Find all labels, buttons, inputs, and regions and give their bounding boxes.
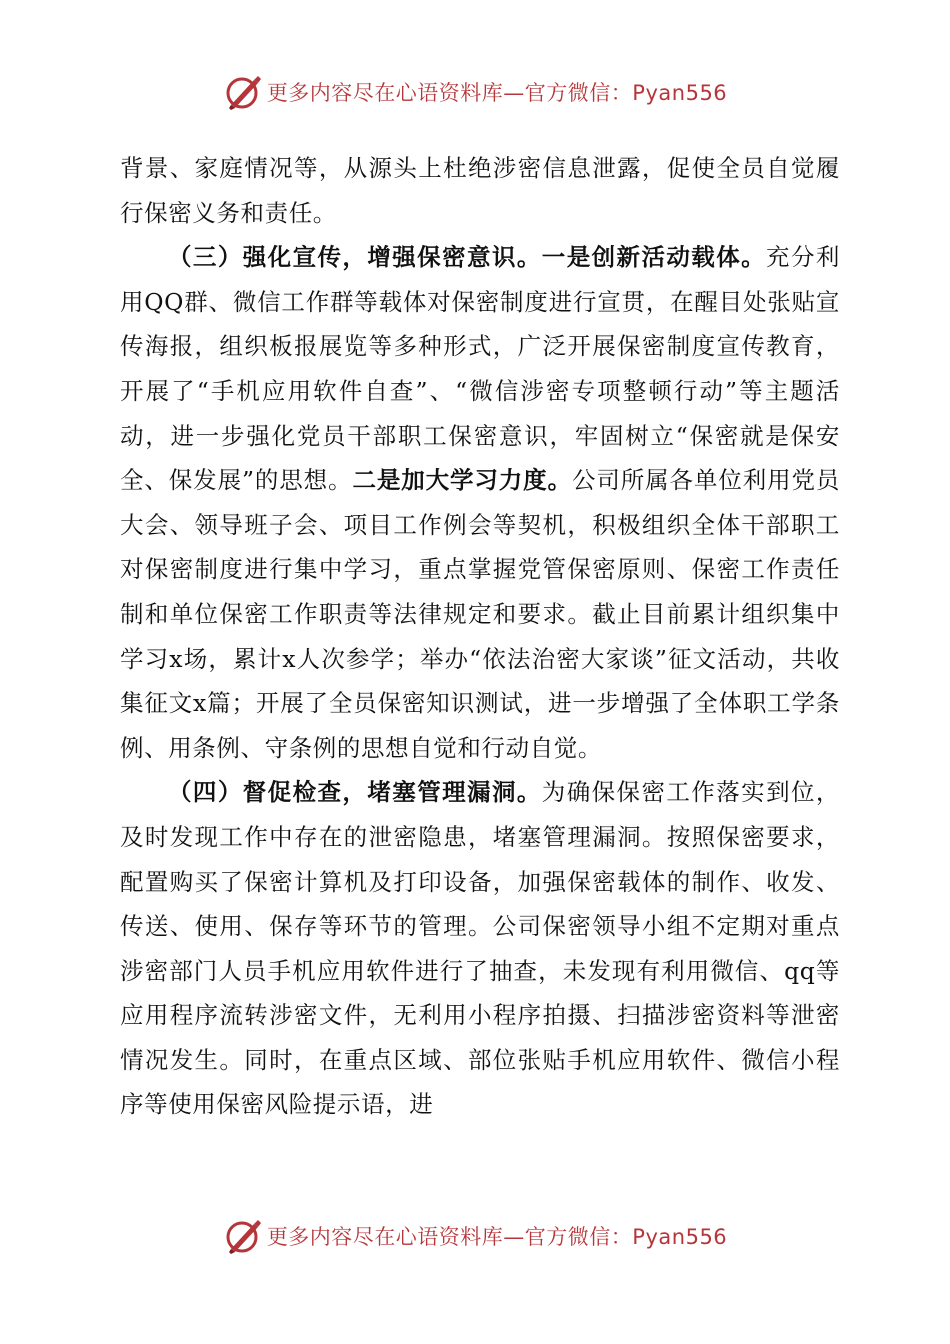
text-run: 充分利用QQ群、微信工作群等载体对保密制度进行宣贯，在醒目处张贴宣传海报，组织板报展览等多种形式，广泛开展保密制度宣传教育，开展了“手机应用软件自查”、“微信涉密专项整顿行动”等主题活动，进一步强化党员干部职工保密意识，牢固树立“保密就是保安全、保发展”的思想。 — [120, 243, 840, 495]
header-watermark-banner — [0, 68, 950, 116]
pen-circle-logo-icon — [223, 1216, 263, 1256]
paragraph-3 — [120, 770, 840, 1127]
footer-watermark-text: 更多内容尽在心语资料库—官方微信：Pyan556 — [266, 1225, 728, 1249]
pen-circle-logo-icon — [223, 72, 263, 112]
section-heading-3: （三）强化宣传，增强保密意识。一是创新活动载体。 — [168, 243, 767, 272]
document-body — [120, 146, 840, 1127]
text-run: 背景、家庭情况等，从源头上杜绝涉密信息泄露，促使全员自觉履行保密义务和责任。 — [120, 154, 840, 227]
paragraph-2 — [120, 235, 840, 770]
subheading-study: 二是加大学习力度。 — [352, 466, 572, 495]
header-watermark-text: 更多内容尽在心语资料库—官方微信：Pyan556 — [266, 81, 728, 105]
text-run: 公司所属各单位利用党员大会、领导班子会、项目工作例会等契机，积极组织全体干部职工对保密制度进行集中学习，重点掌握党管保密原则、保密工作责任制和单位保密工作职责等法律规定和要求。截止目前累计组织集中学习x场，累计x人次参学；举办“依法治密大家谈”征文活动，共收集征文x篇；开展了全员保密知识测试，进一步增强了全体职工学条例、用条例、守条例的思想自觉和行动自觉。 — [120, 466, 840, 762]
paragraph-1 — [120, 146, 840, 235]
footer-watermark-banner — [0, 1212, 950, 1260]
text-run: 为确保保密工作落实到位，及时发现工作中存在的泄密隐患，堵塞管理漏洞。按照保密要求，配置购买了保密计算机及打印设备，加强保密载体的制作、收发、传送、使用、保存等环节的管理。公司保密领导小组不定期对重点涉密部门人员手机应用软件进行了抽查，未发现有利用微信、qq等应用程序流转涉密文件，无利用小程序拍摄、扫描涉密资料等泄密情况发生。同时，在重点区域、部位张贴手机应用软件、微信小程序等使用保密风险提示语，进 — [120, 778, 841, 1119]
section-heading-4: （四）督促检查，堵塞管理漏洞。 — [168, 778, 542, 807]
